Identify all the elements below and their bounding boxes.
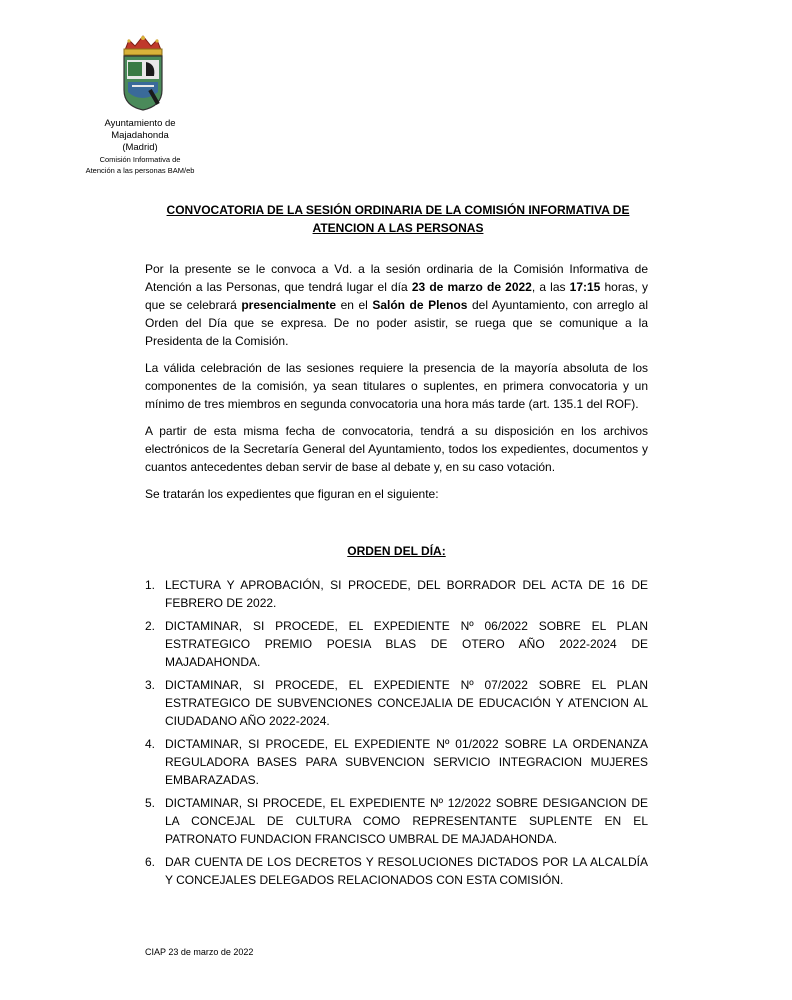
department-line: Comisión Informativa de <box>99 155 181 164</box>
document-title <box>150 201 646 237</box>
agenda-item <box>145 676 648 730</box>
title-line-2: ATENCION A LAS PERSONAS <box>312 221 484 235</box>
session-place: Salón de Plenos <box>372 298 468 312</box>
intro-paragraph-3: A partir de esta misma fecha de convocatoria, tendrá a su disposición en los archivos electrónicos de la Secretaría General del Ayuntamiento, todos los expedientes, documentos y cuantos antecedentes deban servir de base al debate y, en su caso votación. <box>145 424 648 474</box>
agenda-item <box>145 794 648 848</box>
agenda-item-number: 5. <box>145 796 156 810</box>
footer-reference: CIAP 23 de marzo de 2022 <box>145 947 254 957</box>
agenda-item-number: 1. <box>145 578 156 592</box>
agenda-item-text: DICTAMINAR, SI PROCEDE, EL EXPEDIENTE Nº 12/2022 SOBRE DESIGANCION DE LA CONCEJAL DE CULTURA COMO REPRESENTANTE SUPLENTE EN EL PATRONATO FUNDACION FRANCISCO UMBRAL DE MAJADAHONDA. <box>165 796 648 846</box>
p1-text: del Ayuntamiento, con arreglo al Orden del Día que se expresa. De no poder asistir, se ruega que se comunique a la Presidenta de la Comisión. <box>145 298 648 348</box>
institution-line: Ayuntamiento de <box>104 118 176 129</box>
p1-text: , a las <box>531 280 570 294</box>
agenda-item-text: DICTAMINAR, SI PROCEDE, EL EXPEDIENTE Nº 06/2022 SOBRE EL PLAN ESTRATEGICO PREMIO POESIA BLAS DE OTERO AÑO 2022-2024 DE MAJADAHONDA. <box>165 619 648 669</box>
session-date: 23 de marzo de 2022 <box>411 280 532 294</box>
session-time: 17:15 <box>569 280 601 294</box>
agenda-list <box>145 576 648 894</box>
institution-line: (Madrid) <box>122 142 158 153</box>
institution-header <box>70 118 210 176</box>
agenda-item <box>145 735 648 789</box>
agenda-item <box>145 576 648 612</box>
intro-paragraph-2: La válida celebración de las sesiones requiere la presencia de la mayoría absoluta de los componentes de la comisión, ya sean titulares o suplentes, en primera convocatoria y un mínimo de tres miembros en segunda convocatoria una hora más tarde (art. 135.1 del ROF). <box>145 361 648 411</box>
convocation-body <box>145 260 648 512</box>
institution-line: Majadahonda <box>111 130 169 141</box>
session-mode: presencialmente <box>241 298 337 312</box>
agenda-item-number: 3. <box>145 678 156 692</box>
agenda-item-text: DICTAMINAR, SI PROCEDE, EL EXPEDIENTE Nº 07/2022 SOBRE EL PLAN ESTRATEGICO DE SUBVENCIONES CONCEJALIA DE EDUCACIÓN Y ATENCION AL CIUDADANO AÑO 2022-2024. <box>165 678 648 728</box>
agenda-item-text: LECTURA Y APROBACIÓN, SI PROCEDE, DEL BORRADOR DEL ACTA DE 16 DE FEBRERO DE 2022. <box>165 578 648 610</box>
intro-paragraph-1 <box>145 260 648 350</box>
agenda-item-number: 4. <box>145 737 156 751</box>
p1-text: en el <box>336 298 373 312</box>
agenda-item <box>145 853 648 889</box>
agenda-item-number: 6. <box>145 855 156 869</box>
agenda-item-text: DAR CUENTA DE LOS DECRETOS Y RESOLUCIONES DICTADOS POR LA ALCALDÍA Y CONCEJALES DELEGADOS RELACIONADOS CON ESTA COMISIÓN. <box>165 855 648 887</box>
intro-paragraph-4: Se tratarán los expedientes que figuran en el siguiente: <box>145 487 439 501</box>
coat-of-arms-icon <box>120 34 166 112</box>
department-line: Atención a las personas BAM/eb <box>85 166 195 175</box>
p1-text: horas, y que se celebrará <box>145 280 648 312</box>
agenda-item <box>145 617 648 671</box>
agenda-item-text: DICTAMINAR, SI PROCEDE, EL EXPEDIENTE Nº 01/2022 SOBRE LA ORDENANZA REGULADORA BASES PARA SUBVENCION SERVICIO INTEGRACION MUJERES EMBARAZADAS. <box>165 737 648 787</box>
agenda-item-number: 2. <box>145 619 156 633</box>
p1-text: Por la presente se le convoca a Vd. a la sesión ordinaria de la Comisión Informativa de Atención a las Personas, que tendrá lugar el día <box>145 262 648 294</box>
title-line-1: CONVOCATORIA DE LA SESIÓN ORDINARIA DE LA COMISIÓN INFORMATIVA DE <box>166 203 630 217</box>
agenda-heading: ORDEN DEL DÍA: <box>347 544 446 558</box>
